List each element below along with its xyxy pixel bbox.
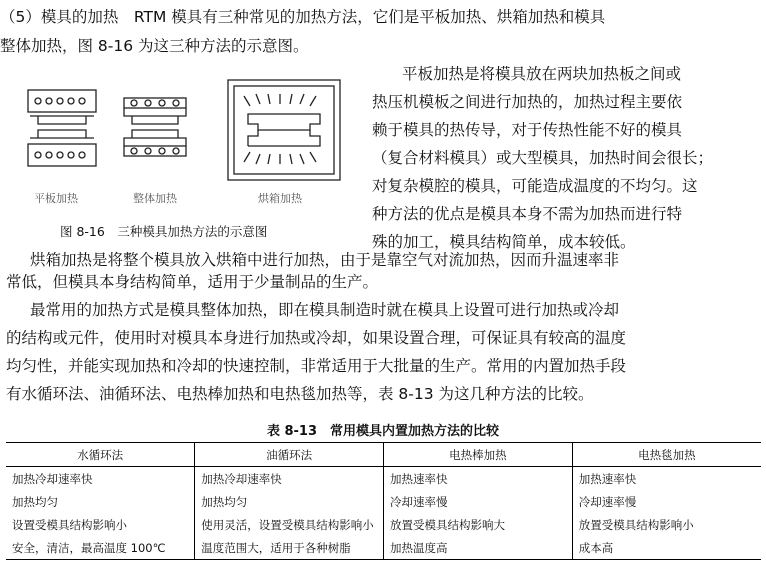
text-line: 烘箱加热是将整个模具放入烘箱中进行加热，由于是靠空气对流加热，因而升温速率非 bbox=[30, 251, 620, 269]
figure-caption: 图 8-16 三种模具加热方法的示意图 bbox=[60, 224, 268, 239]
text-line: 常低，但模具本身结构简单，适用于少量制品的生产。 bbox=[6, 273, 379, 291]
table-cell: 温度范围大，适用于各种树脂 bbox=[195, 536, 384, 560]
text-line: 种方法的优点是模具本身不需为加热而进行特 bbox=[372, 205, 683, 223]
text-line: （复合材料模具）或大型模具，加热时间会很长； bbox=[372, 149, 714, 167]
table-cell: 加热温度高 bbox=[384, 536, 573, 560]
table-cell: 设置受模具结构影响小 bbox=[12, 517, 127, 532]
table-header-row bbox=[6, 443, 761, 467]
table-cell: 成本高 bbox=[572, 536, 761, 560]
table-row bbox=[6, 536, 761, 560]
text-line: 赖于模具的热传导，对于传热性能不好的模具 bbox=[372, 121, 683, 139]
table-cell: 安全，清洁，最高温度 100℃ bbox=[6, 536, 195, 560]
column-header: 水循环法 bbox=[6, 443, 195, 467]
figure-label-flat-plate: 平板加热 bbox=[34, 192, 78, 205]
text-line: 有水循环法、油循环法、电热棒加热和电热毯加热等，表 8-13 为这几种方法的比较。 bbox=[6, 385, 594, 403]
intro-line-2: 整体加热，图 8-16 为这三种方法的示意图。 bbox=[0, 37, 309, 55]
text-line: 热压机模板之间进行加热的，加热过程主要依 bbox=[372, 93, 683, 111]
table-cell: 放置受模具结构影响大 bbox=[384, 513, 573, 536]
table-cell: 使用灵活，设置受模具结构影响小 bbox=[195, 513, 384, 536]
text-line: 的结构或元件，使用时对模具本身进行加热或冷却，如果设置合理，可保证具有较高的温度 bbox=[6, 329, 627, 347]
table-cell: 放置受模具结构影响小 bbox=[572, 513, 761, 536]
text-line: 对复杂模腔的模具，可能造成温度的不均匀。这 bbox=[372, 177, 698, 195]
heating-methods-table bbox=[6, 442, 761, 560]
table-row bbox=[6, 490, 761, 513]
text-line: 殊的加工，模具结构简单，成本较低。 bbox=[372, 233, 636, 251]
figure-label-integral: 整体加热 bbox=[133, 192, 177, 205]
table-cell: 加热均匀 bbox=[12, 494, 58, 509]
text-line: 均匀性，并能实现加热和冷却的快速控制，非常适用于大批量的生产。常用的内置加热手段 bbox=[6, 357, 627, 375]
column-header: 油循环法 bbox=[195, 443, 384, 467]
flat-plate-heating-illustration bbox=[28, 90, 96, 166]
oven-heating-illustration bbox=[228, 80, 340, 180]
figure-label-oven: 烘箱加热 bbox=[258, 192, 302, 205]
text-line: 平板加热是将模具放在两块加热板之间或 bbox=[402, 65, 682, 83]
integral-heating-illustration bbox=[124, 98, 186, 156]
table-cell: 加热速率快 bbox=[384, 467, 573, 491]
text-line: 最常用的加热方式是模具整体加热，即在模具制造时就在模具上设置可进行加热或冷却 bbox=[30, 301, 620, 319]
table-cell: 加热均匀 bbox=[195, 490, 384, 513]
table-row bbox=[6, 467, 761, 491]
column-header: 电热棒加热 bbox=[384, 443, 573, 467]
table-cell: 加热速率快 bbox=[572, 467, 761, 491]
table-cell: 冷却速率慢 bbox=[384, 490, 573, 513]
table-cell: 冷却速率慢 bbox=[572, 490, 761, 513]
column-header: 电热毯加热 bbox=[572, 443, 761, 467]
heating-diagram bbox=[20, 72, 380, 202]
table-row bbox=[6, 513, 761, 536]
table-cell: 加热冷却速率快 bbox=[195, 467, 384, 491]
table-cell: 加热冷却速率快 bbox=[12, 471, 93, 486]
table-title: 表 8-13 常用模具内置加热方法的比较 bbox=[266, 424, 500, 439]
intro-line-1: （5）模具的加热 RTM 模具有三种常见的加热方法，它们是平板加热、烘箱加热和模具 bbox=[0, 8, 606, 26]
